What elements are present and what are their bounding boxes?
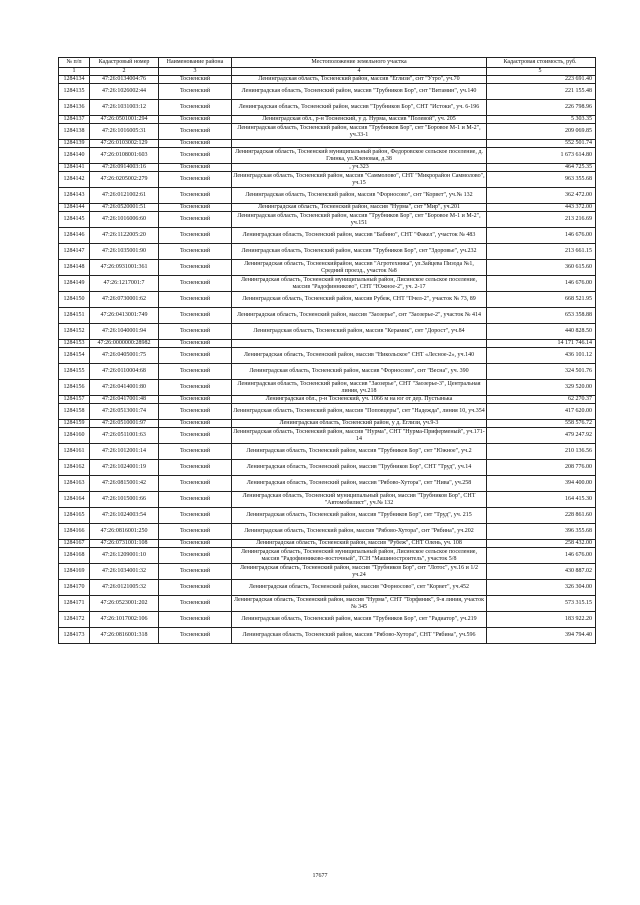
cadastral-number-cell: 47:26:0110004:68 xyxy=(90,364,159,380)
cadastral-number-cell: 47:26:1034001:32 xyxy=(90,564,159,580)
table-row xyxy=(59,380,596,396)
district-cell: Тосненский xyxy=(159,212,232,228)
table-row xyxy=(59,124,596,140)
cadastral-number-cell: 47:26:0000000:28982 xyxy=(90,340,159,348)
cadastral-value-cell: 329 520.00 xyxy=(487,380,596,396)
district-cell: Тосненский xyxy=(159,564,232,580)
table-row xyxy=(59,116,596,124)
district-cell: Тосненский xyxy=(159,172,232,188)
cadastral-value-cell: 360 615.60 xyxy=(487,260,596,276)
cadastral-value-cell: 62 270.37 xyxy=(487,396,596,404)
district-cell: Тосненский xyxy=(159,276,232,292)
cadastral-number-cell: 47:26:1209001:10 xyxy=(90,548,159,564)
district-cell: Тосненский xyxy=(159,428,232,444)
cadastral-number-cell: 47:26:0914003:16 xyxy=(90,164,159,172)
cadastral-number-cell: 47:26:0510001:97 xyxy=(90,420,159,428)
cadastral-number-cell: 47:26:1015001:66 xyxy=(90,492,159,508)
cadastral-value-cell: 183 922.20 xyxy=(487,612,596,628)
cadastral-number-cell: 47:26:0511001:63 xyxy=(90,428,159,444)
table-row xyxy=(59,444,596,460)
location-cell: Ленинградская область, Тосненский район, массив "Трубников Бор", снт "Радиатор", уч.219 xyxy=(232,612,487,628)
location-cell xyxy=(232,340,487,348)
cadastral-value-cell: 228 861.60 xyxy=(487,508,596,524)
cadastral-value-cell: 417 620.00 xyxy=(487,404,596,420)
row-number-cell: 1284148 xyxy=(59,260,90,276)
table-row xyxy=(59,612,596,628)
district-cell: Тосненский xyxy=(159,260,232,276)
district-cell: Тосненский xyxy=(159,364,232,380)
district-cell: Тосненский xyxy=(159,308,232,324)
cadastral-value-cell: 5 303.35 xyxy=(487,116,596,124)
cadastral-number-cell: 47:26:0523001:202 xyxy=(90,596,159,612)
district-cell: Тосненский xyxy=(159,244,232,260)
location-cell: Ленинградская область, Тосненский район, массив "Нурма", СНТ "Нурма-Приферменый", уч.171-14 xyxy=(233,428,485,442)
table-row xyxy=(59,188,596,204)
cadastral-value-cell: 223 691.40 xyxy=(487,76,596,84)
cadastral-value-cell: 146 676.00 xyxy=(487,276,596,292)
cadastral-number-cell: 47:26:0513001:74 xyxy=(90,404,159,420)
table-row xyxy=(59,492,596,508)
location-cell: Ленинградская область, Тосненский район, массив "Бабино", СНТ "Факел", участок № 483 xyxy=(232,228,487,244)
row-number-cell: 1284140 xyxy=(59,148,90,164)
district-cell: Тосненский xyxy=(159,380,232,396)
table-row xyxy=(59,580,596,596)
cadastral-number-cell: 47:26:0414001:80 xyxy=(90,380,159,396)
cadastral-value-cell: 210 136.56 xyxy=(487,444,596,460)
cadastral-value-cell: 213 216.69 xyxy=(487,212,596,228)
cadastral-value-cell: 164 415.30 xyxy=(487,492,596,508)
column-number: 3 xyxy=(159,68,232,76)
location-cell: Ленинградская область, Тосненский район, массив "Трубников Бор", снт "Лотос", уч.16 и 1/2 уч.24 xyxy=(232,564,487,580)
cadastral-number-cell: 47:26:0121005:32 xyxy=(90,580,159,596)
row-number-cell: 1284149 xyxy=(59,276,90,292)
table-row xyxy=(59,420,596,428)
district-cell: Тосненский xyxy=(159,188,232,204)
location-cell xyxy=(232,140,487,148)
cadastral-number-cell: 47:26:0816001:318 xyxy=(90,628,159,644)
cadastral-number-cell: 47:26:1017002:106 xyxy=(90,612,159,628)
cadastral-number-cell: 47:26:1035001:90 xyxy=(90,244,159,260)
row-number-cell: 1284156 xyxy=(59,380,90,396)
cadastral-value-cell: 396 355.68 xyxy=(487,524,596,540)
table-row xyxy=(59,340,596,348)
district-cell: Тосненский xyxy=(159,340,232,348)
location-cell: Ленинградская область, Тосненский район, массив "Поповцеры", снт "Надежда", линия 10, уч.354 xyxy=(232,404,487,420)
row-number-cell: 1284137 xyxy=(59,116,90,124)
table-row xyxy=(59,84,596,100)
column-number: 5 xyxy=(487,68,596,76)
table-row xyxy=(59,564,596,580)
row-number-cell: 1284168 xyxy=(59,548,90,564)
location-cell: Ленинградская обл., р-н Тосненский, уч. 1066 м на юг от дер. Пустынька xyxy=(232,396,487,404)
location-cell: Ленинградская область, Тосненский район, массив "Трубников Бор", снт "Витамин", уч.140 xyxy=(232,84,487,100)
district-cell: Тосненский xyxy=(159,420,232,428)
cadastral-value-cell: 209 069.85 xyxy=(487,124,596,140)
district-cell: Тосненский xyxy=(159,612,232,628)
table-row xyxy=(59,212,596,228)
location-cell: Ленинградская область, Тосненский муниципальный район, Лисинское сельское поселение, массив "Радофинниково", СНТ "Южное-2", уч. 2-17 xyxy=(232,276,487,292)
cadastral-number-cell: 47:26:0815001:42 xyxy=(90,476,159,492)
row-number-cell: 1284147 xyxy=(59,244,90,260)
district-cell: Тосненский xyxy=(159,228,232,244)
district-cell: Тосненский xyxy=(159,100,232,116)
page-number: 17677 xyxy=(312,873,328,879)
location-cell: Ленинградская область, Тосненский район, у д. Еглизи, уч.9-3 xyxy=(232,420,487,428)
table-row xyxy=(59,76,596,84)
location-cell: Ленинградская область, Тосненский район, массив Рубеж, СНТ "Пчел-2", участок № 73, 89 xyxy=(232,292,487,308)
location-cell: Ленинградская область, Тосненский район, массив "Заозерье", снт "Заозерье-2", участок № 414 xyxy=(232,308,487,324)
row-number-cell: 1284138 xyxy=(59,124,90,140)
cadastral-value-cell: 668 521.95 xyxy=(487,292,596,308)
location-cell: Ленинградская область, Тосненскийрайон, массив "Агротехника", ул.Зайцева Пизода №1, Средний проезд., участок №8 xyxy=(232,260,487,276)
cadastral-number-cell: 47:26:0413001:749 xyxy=(90,308,159,324)
district-cell: Тосненский xyxy=(159,292,232,308)
cadastral-number-cell: 47:26:0520001:51 xyxy=(90,204,159,212)
cadastral-value-cell: 440 828.50 xyxy=(487,324,596,340)
row-number-cell: 1284161 xyxy=(59,444,90,460)
row-number-cell: 1284157 xyxy=(59,396,90,404)
location-cell: Ленинградская область, Тосненский район, массив "Саммолово", СНТ "Микрорайон Саммолово", уч.15 xyxy=(233,172,485,186)
district-cell: Тосненский xyxy=(159,140,232,148)
row-number-cell: 1284141 xyxy=(59,164,90,172)
district-cell: Тосненский xyxy=(159,76,232,84)
district-cell: Тосненский xyxy=(159,84,232,100)
cadastral-number-cell: 47:26:0501001:294 xyxy=(90,116,159,124)
cadastral-value-cell: 208 776.00 xyxy=(487,460,596,476)
location-cell: Ленинградская область, Тосненский район, массив "Форносово", снт "Корвет", уч.№ 132 xyxy=(232,188,487,204)
district-cell: Тосненский xyxy=(159,492,232,508)
row-number-cell: 1284173 xyxy=(59,628,90,644)
location-cell: Ленинградская область, Тосненский район, массив "Нурма", снт "Мир", уч.201 xyxy=(232,204,487,212)
column-number-row xyxy=(59,68,596,76)
cadastral-value-cell: 394 794.40 xyxy=(487,628,596,644)
table-row xyxy=(59,348,596,364)
district-cell: Тосненский xyxy=(159,540,232,548)
row-number-cell: 1284152 xyxy=(59,324,90,340)
row-number-cell: 1284159 xyxy=(59,420,90,428)
table-row xyxy=(59,308,596,324)
column-number: 2 xyxy=(90,68,159,76)
district-cell: Тосненский xyxy=(159,596,232,612)
cadastral-value-cell: 221 155.48 xyxy=(487,84,596,100)
table-row xyxy=(59,460,596,476)
table-row xyxy=(59,428,596,444)
row-number-cell: 1284164 xyxy=(59,492,90,508)
location-cell: Ленинградская область, Тосненский район, массив "Керамик", снт "Дорост", уч.84 xyxy=(232,324,487,340)
cadastral-value-cell: 1 673 614.80 xyxy=(487,148,596,164)
cadastral-number-cell: 47:26:0134004:76 xyxy=(90,76,159,84)
district-cell: Тосненский xyxy=(159,524,232,540)
district-cell: Тосненский xyxy=(159,348,232,364)
row-number-cell: 1284139 xyxy=(59,140,90,148)
cadastral-number-cell: 47:26:1016006:60 xyxy=(90,212,159,228)
header-plot-location: Местоположение земельного участка xyxy=(232,58,487,68)
district-cell: Тосненский xyxy=(159,124,232,140)
table-row xyxy=(59,324,596,340)
row-number-cell: 1284151 xyxy=(59,308,90,324)
location-cell: Ленинградская область, Тосненский район, массив "Никольское" СНТ «Лесное-2», уч.140 xyxy=(232,348,487,364)
row-number-cell: 1284169 xyxy=(59,564,90,580)
cadastral-number-cell: 47:26:0121002:61 xyxy=(90,188,159,204)
district-cell: Тосненский xyxy=(159,460,232,476)
location-cell: Ленинградская область, Тосненский район, массив "Рябово-Хутора", снт "Рябина", уч.202 xyxy=(232,524,487,540)
table-row xyxy=(59,260,596,276)
row-number-cell: 1284136 xyxy=(59,100,90,116)
row-number-cell: 1284171 xyxy=(59,596,90,612)
location-cell: Ленинградская область, Тосненский район, массив "Трубников Бор", снт "Боровое М-1 и М-2", уч.151 xyxy=(232,212,487,228)
cadastral-value-cell: 213 661.15 xyxy=(487,244,596,260)
location-cell: Ленинградская область, Тосненский муниципальный район, Федоровское сельское поселение, д. Глинка, ул.Кленовая, д.38 xyxy=(232,148,487,164)
location-cell: Ленинградская область, Тосненский район, массив "Нурма", СНТ "Торфяник", 9-я линия, участок № 345 xyxy=(232,596,487,612)
row-number-cell: 1284165 xyxy=(59,508,90,524)
table-row xyxy=(59,292,596,308)
district-cell: Тосненский xyxy=(159,444,232,460)
cadastral-value-cell: 963 355.68 xyxy=(487,172,596,188)
cadastral-value-cell: 653 358.88 xyxy=(487,308,596,324)
table-row xyxy=(59,164,596,172)
row-number-cell: 1284162 xyxy=(59,460,90,476)
cadastral-number-cell: 47:26:0731001:108 xyxy=(90,540,159,548)
row-number-cell: 1284158 xyxy=(59,404,90,420)
header-row-number: № п/п xyxy=(59,58,90,68)
table-row xyxy=(59,628,596,644)
table-row xyxy=(59,276,596,292)
table-row xyxy=(59,244,596,260)
location-cell: Ленинградская область, Тосненский район, массив "Заозерье", СНТ "Заозерье-3", Центральная линия, уч.218 xyxy=(232,380,487,396)
cadastral-number-cell: 47:26:1012001:14 xyxy=(90,444,159,460)
table-row xyxy=(59,204,596,212)
location-cell: Ленинградская обл., р-н Тосненский, у д. Нурма, массив "Полевой", уч. 205 xyxy=(232,116,487,124)
location-cell: Ленинградская область, Тосненский район, массив "Трубников Бор", снт "Труд", уч. 215 xyxy=(232,508,487,524)
location-cell: Ленинградская область, Тосненский муниципальный район, Лисинское сельское поселение, массив "Радофинниково-восточный", ТСН "Машиностроитель", участок 5/8 xyxy=(232,548,487,564)
location-cell: , уч.323 xyxy=(232,164,487,172)
cadastral-value-cell: 226 798.96 xyxy=(487,100,596,116)
row-number-cell: 1284144 xyxy=(59,204,90,212)
cadastral-value-cell: 362 472.00 xyxy=(487,188,596,204)
row-number-cell: 1284170 xyxy=(59,580,90,596)
table-row xyxy=(59,476,596,492)
district-cell: Тосненский xyxy=(159,164,232,172)
header-district-name: Наименование района xyxy=(159,58,232,68)
district-cell: Тосненский xyxy=(159,404,232,420)
row-number-cell: 1284135 xyxy=(59,84,90,100)
cadastral-value-table xyxy=(58,57,596,644)
table-row xyxy=(59,396,596,404)
cadastral-number-cell: 47:26:0205002:279 xyxy=(90,172,159,188)
row-number-cell: 1284150 xyxy=(59,292,90,308)
row-number-cell: 1284154 xyxy=(59,348,90,364)
location-cell: Ленинградская область, Тосненский район, массив "Рябово-Хутора", СНТ "Рябина", уч.596 xyxy=(232,628,487,644)
row-number-cell: 1284146 xyxy=(59,228,90,244)
table-row xyxy=(59,228,596,244)
cadastral-value-cell: 479 247.92 xyxy=(487,428,596,444)
cadastral-value-cell: 430 887.02 xyxy=(487,564,596,580)
location-cell: Ленинградская область, Тосненский район, массив "Рябово-Хутора", снт "Нива", уч.258 xyxy=(232,476,487,492)
cadastral-value-cell: 326 304.00 xyxy=(487,580,596,596)
cadastral-value-cell: 146 676.00 xyxy=(487,548,596,564)
cadastral-number-cell: 47:26:1217001:7 xyxy=(90,276,159,292)
table-row xyxy=(59,540,596,548)
cadastral-value-table-container xyxy=(58,57,592,644)
location-cell: Ленинградская область, Тосненский район, массив "Трубников Бор", снт "Южное", уч.2 xyxy=(232,444,487,460)
district-cell: Тосненский xyxy=(159,204,232,212)
row-number-cell: 1284134 xyxy=(59,76,90,84)
table-row xyxy=(59,524,596,540)
district-cell: Тосненский xyxy=(159,508,232,524)
location-cell: Ленинградская область, Тосненский район, массив "Рубеж", СНТ Олень, уч. 108 xyxy=(232,540,487,548)
column-number: 4 xyxy=(232,68,487,76)
cadastral-number-cell: 47:26:0108001:603 xyxy=(90,148,159,164)
table-header-row xyxy=(59,58,596,68)
cadastral-value-cell: 394 400.00 xyxy=(487,476,596,492)
row-number-cell: 1284167 xyxy=(59,540,90,548)
district-cell: Тосненский xyxy=(159,628,232,644)
cadastral-value-cell: 258 432.00 xyxy=(487,540,596,548)
district-cell: Тосненский xyxy=(159,324,232,340)
location-cell: Ленинградская область, Тосненский район, массив "Трубников Бор", снт "Здоровье", уч.232 xyxy=(232,244,487,260)
cadastral-value-cell: 573 315.15 xyxy=(487,596,596,612)
cadastral-value-cell: 14 171 746.14 xyxy=(487,340,596,348)
location-cell: Ленинградская область, Тосненский район, массив "Трубников Бор", СНТ "Истоки", уч. 6-196 xyxy=(232,100,487,116)
cadastral-number-cell: 47:26:0103002:129 xyxy=(90,140,159,148)
location-cell: Ленинградская область, Тосненский район, массив "Еглизи", снт "Утро", уч.70 xyxy=(232,76,487,84)
location-cell: Ленинградская область, Тосненский район, массив "Форносово", снт "Корвет", уч.452 xyxy=(232,580,487,596)
cadastral-number-cell: 47:26:0417001:48 xyxy=(90,396,159,404)
row-number-cell: 1284166 xyxy=(59,524,90,540)
table-row xyxy=(59,140,596,148)
location-cell: Ленинградская область, Тосненский район, массив "Трубников Бор", снт "Боровое М-1 и М-2", уч.33-1 xyxy=(232,124,487,140)
row-number-cell: 1284163 xyxy=(59,476,90,492)
cadastral-value-cell: 552 501.74 xyxy=(487,140,596,148)
cadastral-number-cell: 47:26:1024001:19 xyxy=(90,460,159,476)
district-cell: Тосненский xyxy=(159,148,232,164)
column-number: 1 xyxy=(59,68,90,76)
cadastral-value-cell: 464 725.35 xyxy=(487,164,596,172)
cadastral-value-cell: 558 576.72 xyxy=(487,420,596,428)
row-number-cell: 1284155 xyxy=(59,364,90,380)
location-cell: Ленинградская область, Тосненский муниципальный район, массив "Трубников Бор", СНТ "Автомобилист", уч.№ 132 xyxy=(232,492,487,508)
row-number-cell: 1284172 xyxy=(59,612,90,628)
table-row xyxy=(59,148,596,164)
row-number-cell: 1284153 xyxy=(59,340,90,348)
table-row xyxy=(59,364,596,380)
table-row xyxy=(59,100,596,116)
row-number-cell: 1284160 xyxy=(59,428,90,444)
district-cell: Тосненский xyxy=(159,116,232,124)
row-number-cell: 1284145 xyxy=(59,212,90,228)
cadastral-number-cell: 47:26:1016005:31 xyxy=(90,124,159,140)
cadastral-number-cell: 47:26:1040001:94 xyxy=(90,324,159,340)
location-cell: Ленинградская область, Тосненский район, массив "Форносово", снт "Весна", уч. 390 xyxy=(232,364,487,380)
cadastral-value-cell: 146 676.00 xyxy=(487,228,596,244)
district-cell: Тосненский xyxy=(159,580,232,596)
cadastral-number-cell: 47:26:0405001:75 xyxy=(90,348,159,364)
district-cell: Тосненский xyxy=(159,548,232,564)
row-number-cell: 1284143 xyxy=(59,188,90,204)
header-cadastral-number: Кадастровый номер xyxy=(90,58,159,68)
cadastral-number-cell: 47:26:0730001:62 xyxy=(90,292,159,308)
cadastral-value-cell: 324 501.76 xyxy=(487,364,596,380)
table-row xyxy=(59,508,596,524)
table-row xyxy=(59,404,596,420)
cadastral-value-cell: 443 372.00 xyxy=(487,204,596,212)
district-cell: Тосненский xyxy=(159,476,232,492)
table-row xyxy=(59,172,596,188)
cadastral-number-cell: 47:26:1024003:54 xyxy=(90,508,159,524)
header-cadastral-value: Кадастровая стоимость, руб. xyxy=(487,58,596,68)
district-cell: Тосненский xyxy=(159,396,232,404)
table-row xyxy=(59,548,596,564)
cadastral-number-cell: 47:26:1031003:12 xyxy=(90,100,159,116)
cadastral-number-cell: 47:26:0816001:250 xyxy=(90,524,159,540)
cadastral-number-cell: 47:26:1026002:44 xyxy=(90,84,159,100)
location-cell: Ленинградская область, Тосненский район, массив "Трубников Бор", СНТ "Труд", уч.14 xyxy=(232,460,487,476)
table-row xyxy=(59,596,596,612)
row-number-cell: 1284142 xyxy=(59,172,90,188)
cadastral-number-cell: 47:26:0931001:361 xyxy=(90,260,159,276)
cadastral-value-cell: 436 101.12 xyxy=(487,348,596,364)
cadastral-number-cell: 47:26:1122005:20 xyxy=(90,228,159,244)
table-body xyxy=(59,76,596,644)
